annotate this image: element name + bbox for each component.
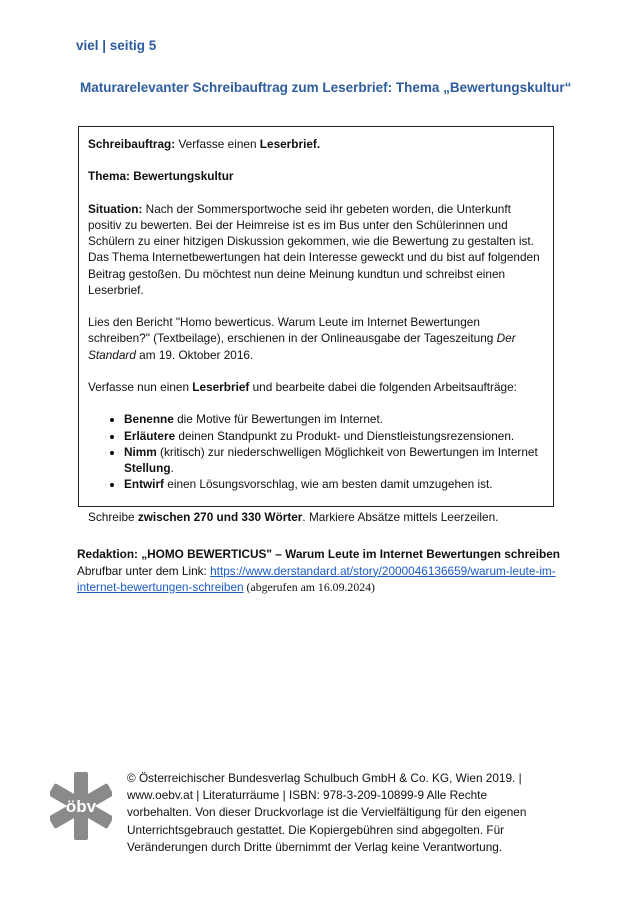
source-link[interactable]: https://www.derstandard.at/story/2000046136659/warum-leute-im-internet-bewertungen-schreiben	[77, 563, 556, 594]
list-item-text: (kritisch) zur niederschwelligen Möglichkeit von Bewertungen im Internet	[156, 444, 538, 459]
logo-text: öbv	[65, 797, 97, 816]
report-text-pre: Lies den Bericht "Homo bewerticus. Warum Leute im Internet Bewertungen schreiben?" (Textbeilage), erschienen in der Onlineausgabe der Tageszeitung	[88, 315, 497, 346]
source-retrieved-date: (abgerufen am 16.09.2024)	[243, 580, 375, 594]
instructions-bold: Leserbrief	[192, 379, 250, 394]
task-box	[78, 126, 554, 524]
task-report	[88, 314, 543, 363]
list-item	[124, 476, 543, 492]
list-item-text-2: .	[170, 460, 174, 475]
list-item	[124, 428, 543, 444]
assignment-bold: Leserbrief.	[259, 137, 321, 151]
source-title: Redaktion: „HOMO BEWERTICUS" – Warum Leute im Internet Bewertungen schreiben	[77, 547, 560, 561]
assignment-label: Schreibauftrag:	[88, 137, 176, 151]
word-count-pre: Schreibe	[88, 509, 138, 524]
copyright-notice: © Österreichischer Bundesverlag Schulbuch GmbH & Co. KG, Wien 2019. | www.oebv.at | Literaturräume | ISBN: 978-3-209-10899-9 Alle Rechte vorbehalten. Von dieser Druckvorlage ist die Vervielfältigung für den eigenen Unterrichtsgebrauch gestattet. Die Kopiergebühren sind abgegolten. Für Veränderungen durch Dritte übernimmt der Verlag keine Verantwortung.	[127, 771, 527, 854]
instructions-pre: Verfasse nun einen	[88, 379, 193, 394]
list-item-verb: Nimm	[124, 444, 157, 459]
list-item-verb: Benenne	[124, 412, 174, 427]
task-theme	[88, 168, 543, 184]
task-assignment	[88, 136, 543, 152]
list-item-verb: Erläutere	[124, 428, 176, 443]
list-item-text: die Motive für Bewertungen im Internet.	[173, 412, 383, 427]
page-title: Maturarelevanter Schreibauftrag zum Leserbrief: Thema „Bewertungskultur“	[80, 80, 572, 95]
theme-text: Thema: Bewertungskultur	[88, 169, 234, 184]
word-count-post: . Markiere Absätze mittels Leerzeilen.	[302, 509, 499, 524]
situation-text: Nach der Sommersportwoche seid ihr gebeten worden, die Unterkunft positiv zu bewerten. Bei der Heimreise ist es im Bus unter den Schülerinnen und Schülern zu einer hitzigen Diskussion gekommen, wie die Bewertung zu gestalten ist. Das Thema Internetbewertungen hat dein Interesse geweckt und du bist auf folgenden Beitrag gestoßen. Du möchtest nun deine Meinung kundtun und schreibst einen Leserbrief.	[88, 201, 540, 297]
source-link-line	[77, 563, 567, 596]
task-word-count	[88, 509, 543, 525]
task-list	[88, 411, 543, 492]
source-link-label: Abrufbar unter dem Link:	[77, 563, 211, 578]
word-count-bold: zwischen 270 und 330 Wörter	[137, 509, 303, 524]
task-instructions	[88, 379, 543, 395]
list-item-verb: Entwirf	[124, 477, 164, 492]
oebv-logo	[50, 772, 112, 840]
situation-label: Situation:	[88, 201, 143, 216]
list-item	[124, 444, 543, 476]
instructions-post: und bearbeite dabei die folgenden Arbeitsaufträge:	[249, 379, 517, 394]
report-newspaper: Der Standard	[88, 331, 516, 362]
list-item-text: einen Lösungsvorschlag, wie am besten damit umzugehen ist.	[163, 477, 493, 492]
list-item-verb-2: Stellung	[124, 460, 171, 475]
list-item-text: deinen Standpunkt zu Produkt- und Dienstleistungsrezensionen.	[175, 428, 515, 443]
assignment-text: Verfasse einen	[175, 137, 260, 151]
page-header-label: viel | seitig 5	[76, 38, 157, 53]
report-text-post: am 19. Oktober 2016.	[135, 347, 254, 362]
list-item	[124, 411, 543, 427]
source-reference	[77, 546, 567, 596]
task-situation	[88, 201, 543, 298]
oebv-logo-icon	[50, 772, 112, 840]
